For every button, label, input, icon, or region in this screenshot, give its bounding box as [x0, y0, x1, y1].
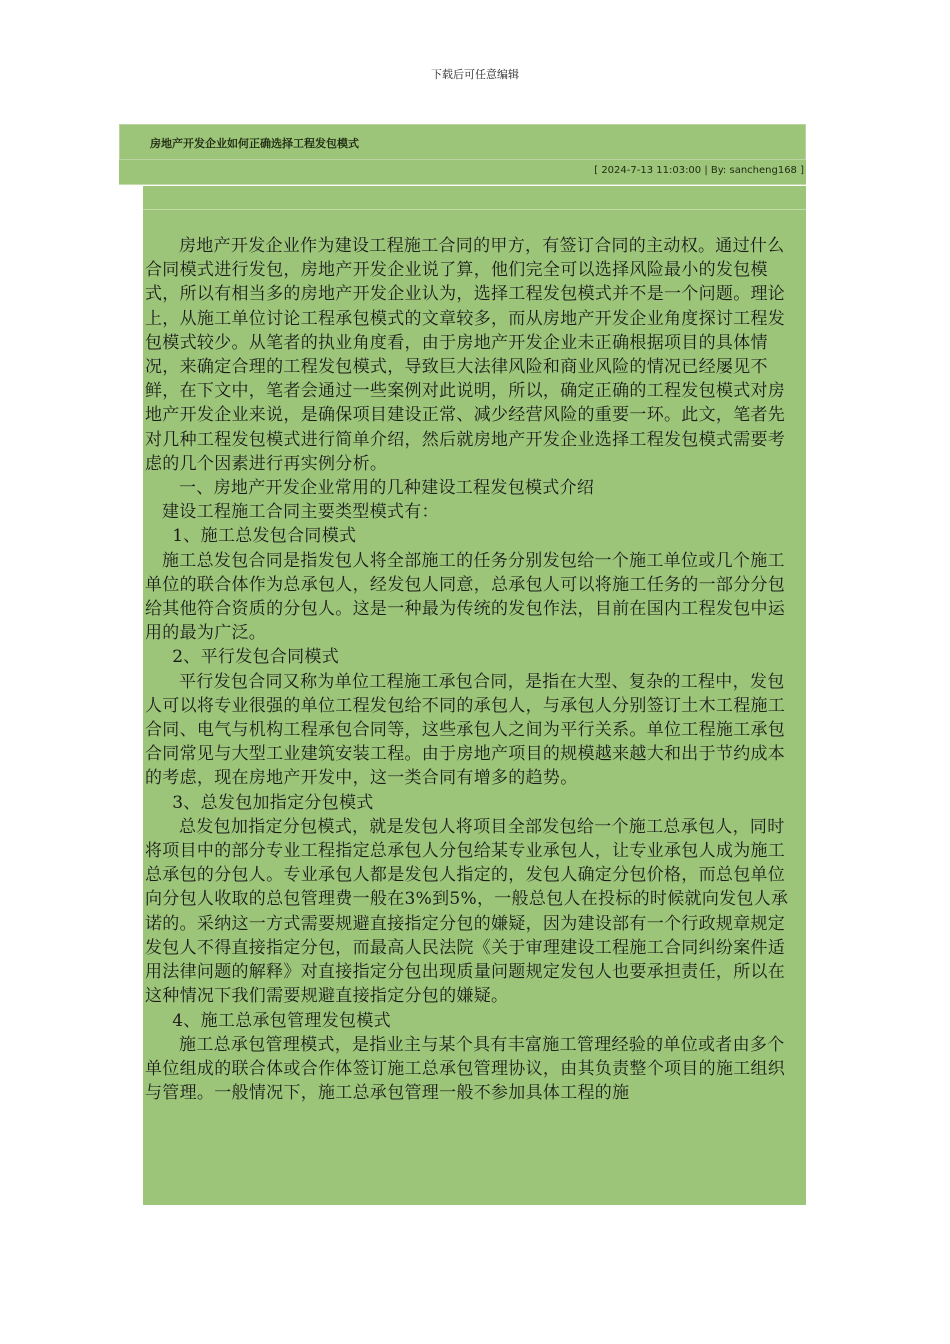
article-title-bar	[119, 124, 806, 160]
paragraph-intro: 房地产开发企业作为建设工程施工合同的甲方，有签订合同的主动权。通过什么合同模式进行发包，房地产开发企业说了算，他们完全可以选择风险最小的发包模式，所以有相当多的房地产开发企业认为，选择工程发包模式并不是一个问题。理论上，从施工单位讨论工程承包模式的文章较多，而从房地产开发企业角度探讨工程发包模式较少。从笔者的执业角度看，由于房地产开发企业未正确根据项目的具体情况，来确定合理的工程发包模式，导致巨大法律风险和商业风险的情况已经屡见不鲜，在下文中，笔者会通过一些案例对此说明，所以，确定正确的工程发包模式对房地产开发企业来说，是确保项目建设正常、减少经营风险的重要一环。此文，笔者先对几种工程发包模式进行简单介绍，然后就房地产开发企业选择工程发包模式需要考虑的几个因素进行再实例分析。	[145, 236, 786, 474]
article-meta: [ 2024-7-13 11:03:00 | By: sancheng168 ]	[594, 165, 804, 176]
subheading-2: 2、平行发包合同模式	[172, 647, 340, 668]
section-heading: 一、房地产开发企业常用的几种建设工程发包模式介绍	[179, 478, 595, 499]
subheading-3: 3、总发包加指定分包模式	[172, 792, 374, 813]
paragraph-3: 总发包加指定分包模式，就是发包人将项目全部发包给一个施工总承包人，同时将项目中的部分专业工程指定总承包人分包给某专业承包人，让专业承包人成为施工总承包的分包人。专业承包人都是发包人指定的，发包人确定分包价格，而总包单位向分包人收取的总包管理费一般在3%到5%，一般总包人在投标的时候就向发包人承诺的。采纳这一方式需要规避直接指定分包的嫌疑，因为建设部有一个行政规章规定发包人不得直接指定分包，而最高人民法院《关于审理建设工程施工合同纠纷案件适用法律问题的解释》对直接指定分包出现质量问题规定发包人也要承担责任，所以在这种情况下我们需要规避直接指定分包的嫌疑。	[145, 816, 789, 1007]
spacer-bar	[143, 186, 806, 210]
paragraph-lead: 建设工程施工合同主要类型模式有：	[162, 502, 439, 523]
article-title: 房地产开发企业如何正确选择工程发包模式	[150, 137, 359, 150]
subheading-4: 4、施工总承包管理发包模式	[172, 1010, 391, 1031]
subheading-1: 1、施工总发包合同模式	[172, 526, 357, 547]
download-note: 下载后可任意编辑	[431, 68, 519, 81]
paragraph-2: 平行发包合同又称为单位工程施工承包合同，是指在大型、复杂的工程中，发包人可以将专业很强的单位工程发包给不同的承包人，与承包人分别签订土木工程施工合同、电气与机构工程承包合同等，这些承包人之间为平行关系。单位工程施工承包合同常见与大型工业建筑安装工程。由于房地产项目的规模越来越大和出于节约成本的考虑，现在房地产开发中，这一类合同有增多的趋势。	[145, 671, 786, 789]
paragraph-1: 施工总发包合同是指发包人将全部施工的任务分别发包给一个施工单位或几个施工单位的联合体作为总承包人，经发包人同意，总承包人可以将施工任务的一部分分包给其他符合资质的分包人。这是一种最为传统的发包作法，目前在国内工程发包中运用的最为广泛。	[145, 550, 786, 644]
article-body	[143, 210, 806, 1205]
article-meta-bar	[119, 160, 806, 185]
paragraph-4: 施工总承包管理模式，是指业主与某个具有丰富施工管理经验的单位或者由多个单位组成的联合体或合作体签订施工总承包管理协议，由其负责整个项目的施工组织与管理。一般情况下，施工总承包管理一般不参加具体工程的施	[145, 1034, 786, 1104]
